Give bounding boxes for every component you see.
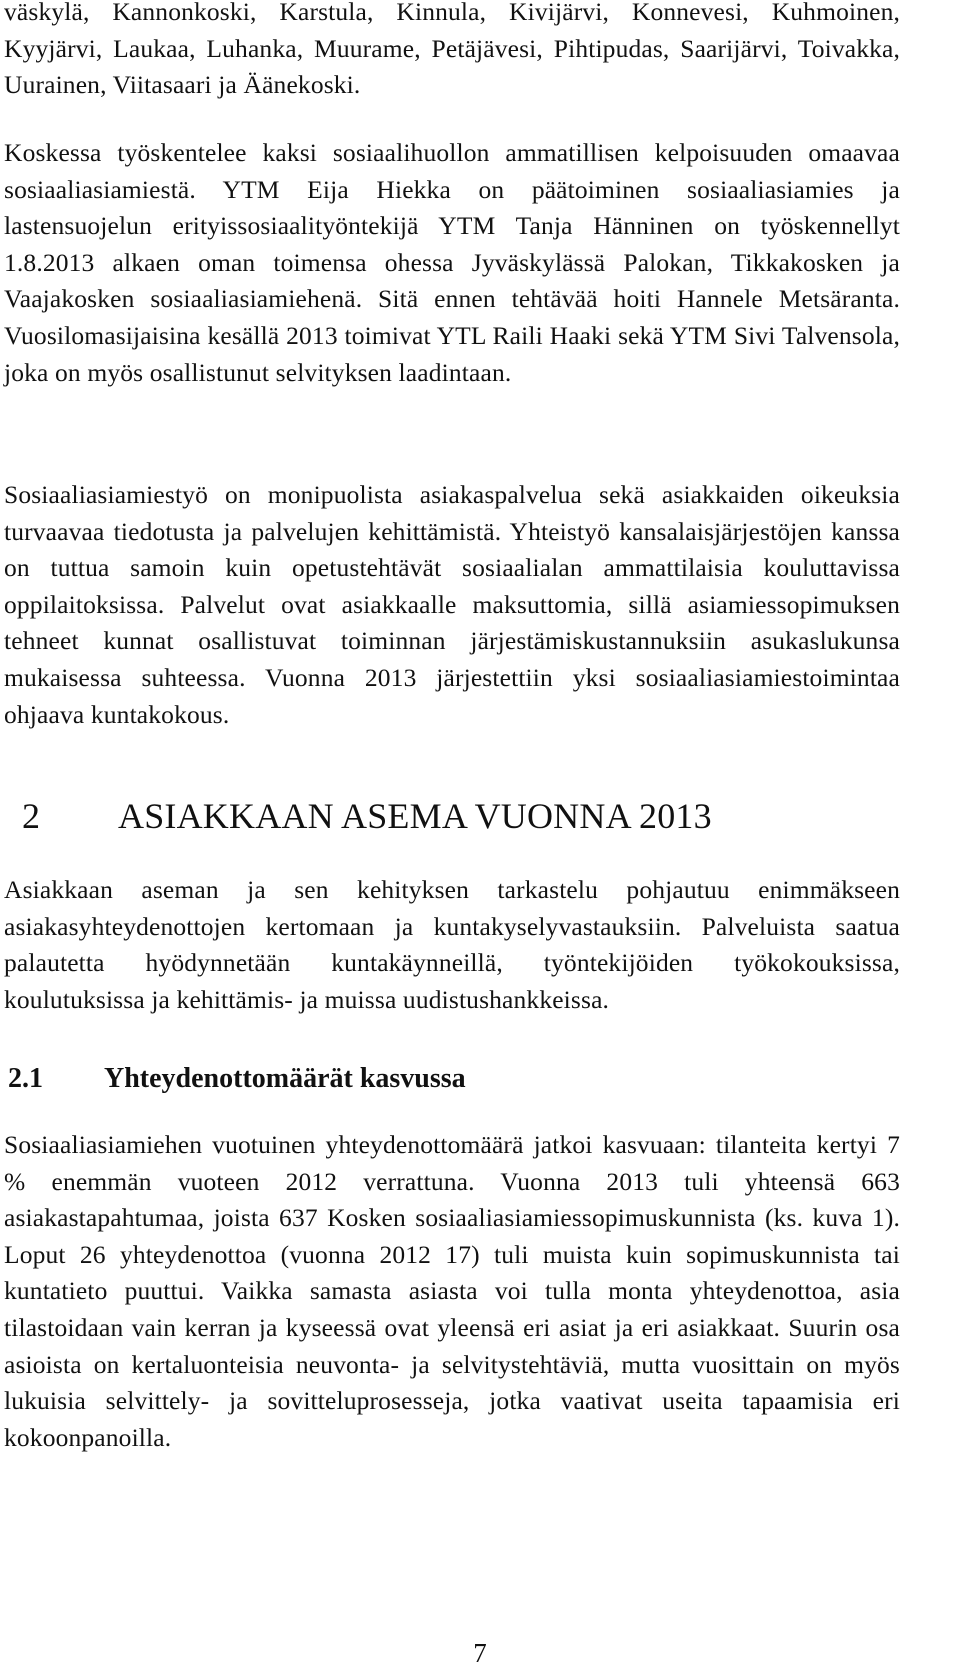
paragraph-contact-counts: Sosiaaliasiamiehen vuotuinen yhteydenottomäärä jatkoi kasvuaan: tilanteita kertyi 7 % enemmän vuoteen 2012 verrattuna. Vuonna 2013 tuli yhteensä 663 asiakastapahtumaa, joista 637 Kosken sosiaaliasiamiessopimuskunnista (ks. kuva 1). Loput 26 yhteydenottoa (vuonna 2012 17) tuli muista kuin sopimuskunnista tai kuntatieto puuttui. Vaikka samasta asiasta voi tulla monta yhteydenottoa, asia tilastoidaan vain kerran ja kyseessä ovat yleensä eri asiat ja eri asiakkaat. Suurin osa asioista on kertaluonteisia neuvonta- ja selvitystehtäviä, mutta vuosittain on myös lukuisia selvittely- ja sovitteluprosesseja, jotka vaativat useita tapaamisia eri kokoonpanoilla. [4,1130,900,1452]
section-2-1-number: 2.1 [8,1063,43,1094]
page-number: 7 [473,1638,487,1668]
section-2-heading [22,794,712,838]
paragraph-client-position: Asiakkaan aseman ja sen kehityksen tarkastelu pohjautuu enimmäkseen asiakasyhteydenottojen kertomaan ja kuntakyselyvastauksiin. Palveluista saatua palautetta hyödynnetään kuntakäynneillä, työntekijöiden työkokouksissa, koulutuksissa ja kehittämis- ja muissa uudistushankkeissa. [4,875,900,1014]
paragraph-koski-staff: Koskessa työskentelee kaksi sosiaalihuollon ammatillisen kelpoisuuden omaavaa sosiaaliasiamiestä. YTM Eija Hiekka on päätoiminen sosiaaliasiamies ja lastensuojelun erityissosiaalityöntekijä YTM Tanja Hänninen on työskennellyt 1.8.2013 alkaen oman toimensa ohessa Jyväskylässä Palokan, Tikkakosken ja Vaajakosken sosiaaliasiamiehenä. Sitä ennen tehtävää hoiti Hannele Metsäranta. Vuosilomasijaisina kesällä 2013 toimivat YTL Raili Haaki sekä YTM Sivi Talvensola, joka on myös osallistunut selvityksen laadintaan. [4,138,900,387]
section-2-1-heading [8,1061,466,1097]
paragraph-ombudsman-work: Sosiaaliasiamiestyö on monipuolista asiakaspalvelua sekä asiakkaiden oikeuksia turvaavaa tiedotusta ja palvelujen kehittämistä. Yhteistyö kansalaisjärjestöjen kanssa on tuttua samoin kuin opetustehtävät sosiaalialan ammattilaisia kouluttavissa oppilaitoksissa. Palvelut ovat asiakkaalle maksuttomia, sillä asiamiessopimuksen tehneet kunnat osallistuvat toiminnan järjestämiskustannuksiin asukaslukunsa mukaisessa suhteessa. Vuonna 2013 järjestettiin yksi sosiaaliasiamiestoimintaa ohjaava kuntakokous. [4,480,900,729]
section-2-1-title: Yhteydenottomäärät kasvussa [104,1063,466,1094]
paragraph-municipalities: väskylä, Kannonkoski, Karstula, Kinnula, Kivijärvi, Konnevesi, Kuhmoinen, Kyyjärvi, Laukaa, Luhanka, Muurame, Petäjävesi, Pihtipudas, Saarijärvi, Toivakka, Uurainen, Viitasaari ja Äänekoski. [4,0,900,100]
section-2-title: ASIAKKAAN ASEMA VUONNA 2013 [118,796,712,836]
section-2-number: 2 [22,796,41,836]
